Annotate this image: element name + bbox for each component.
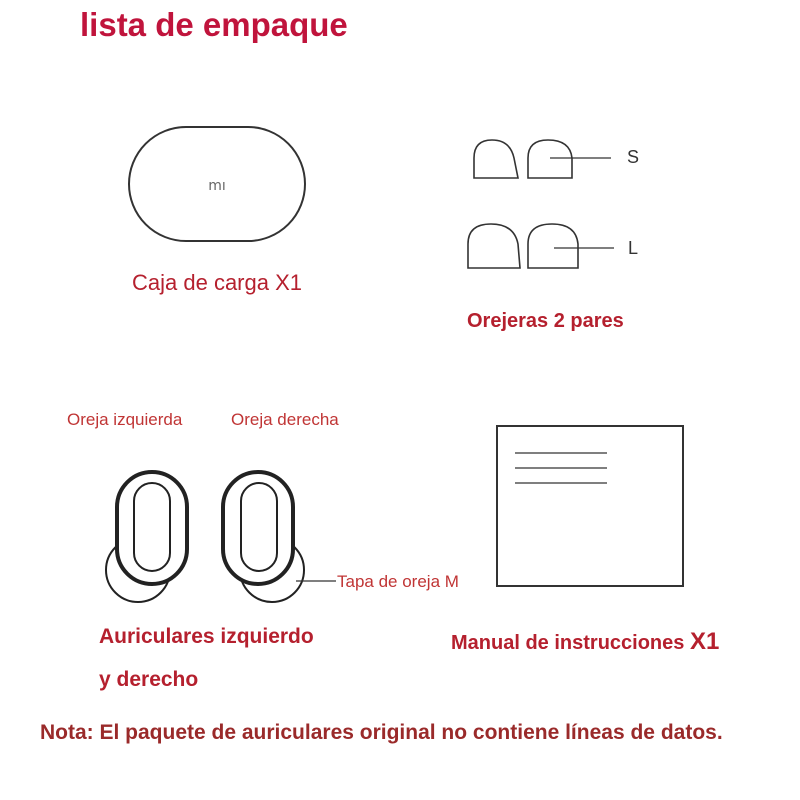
right-ear-label: Oreja derecha	[231, 410, 339, 429]
manual-count: X1	[689, 628, 720, 655]
earbuds-label-line1: Auriculares izquierdo	[99, 625, 314, 648]
ear-tip-size-s: S	[627, 147, 640, 167]
ear-tips-label: Orejeras 2 pares	[467, 310, 624, 332]
ear-tip-m-label: Tapa de oreja M	[337, 572, 459, 591]
note-text: Nota: El paquete de auriculares original no contiene líneas de datos.	[40, 721, 723, 744]
left-ear-label: Oreja izquierda	[67, 410, 183, 429]
charging-case-label: Caja de carga X1	[132, 270, 302, 295]
earbuds-label-line2: y derecho	[99, 668, 199, 691]
left-earbud	[117, 472, 187, 584]
page-title: lista de empaque	[80, 6, 348, 43]
manual-label-text: Manual de instrucciones	[451, 632, 685, 654]
earbuds-illustration	[100, 460, 340, 610]
ear-tip-size-l: L	[628, 238, 639, 258]
charging-case-illustration	[128, 126, 308, 244]
manual-illustration	[496, 425, 686, 587]
right-earbud	[223, 472, 293, 584]
manual-label	[451, 628, 719, 656]
mi-logo: mı	[208, 178, 226, 194]
